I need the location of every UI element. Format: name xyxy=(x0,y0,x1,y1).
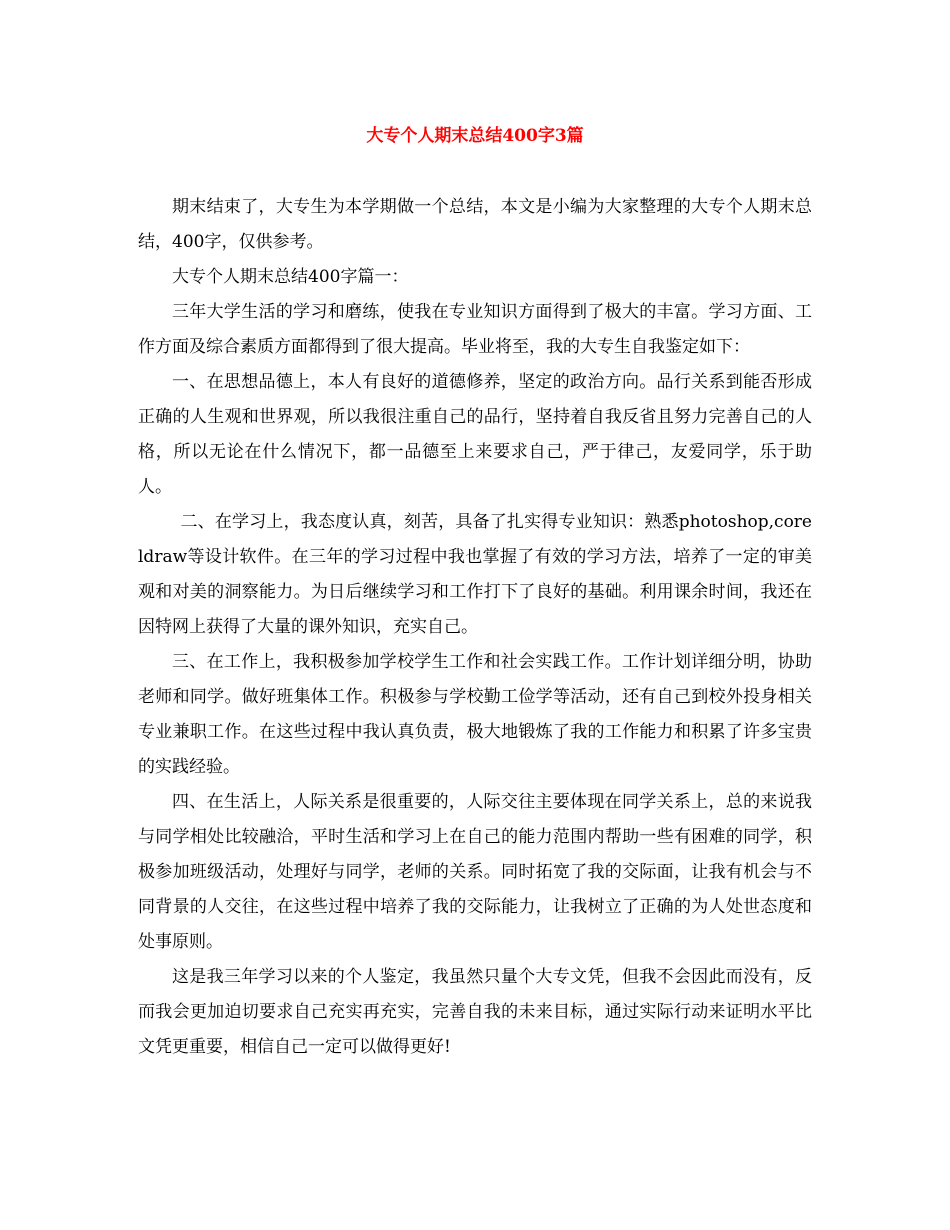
paragraph-study: 二、在学习上，我态度认真，刻苦，具备了扎实得专业知识：熟悉photoshop,coreldraw等设计软件。在三年的学习过程中我也掌握了有效的学习方法，培养了一定的审美观和对美的洞察能力。为日后继续学习和工作打下了良好的基础。利用课余时间，我还在因特网上获得了大量的课外知识，充实自己。 xyxy=(138,512,812,637)
paragraph-work: 三、在工作上，我积极参加学校学生工作和社会实践工作。工作计划详细分明，协助老师和同学。做好班集体工作。积极参与学校勤工俭学等活动，还有自己到校外投身相关专业兼职工作。在这些过程中我认真负责，极大地锻炼了我的工作能力和积累了许多宝贵的实践经验。 xyxy=(138,652,812,777)
paragraph-conclusion: 这是我三年学习以来的个人鉴定，我虽然只量个大专文凭，但我不会因此而没有，反而我会更加迫切要求自己充实再充实，完善自我的未来目标，通过实际行动来证明水平比文凭更重要，相信自己一定可以做得更好! xyxy=(138,967,812,1057)
paragraph-overview: 三年大学生活的学习和磨练，使我在专业知识方面得到了极大的丰富。学习方面、工作方面及综合素质方面都得到了很大提高。毕业将至，我的大专生自我鉴定如下： xyxy=(138,302,812,357)
document-body xyxy=(138,190,812,1065)
paragraph-section-heading: 大专个人期末总结400字篇一： xyxy=(172,267,409,287)
paragraph-life: 四、在生活上，人际关系是很重要的，人际交往主要体现在同学关系上，总的来说我与同学相处比较融洽，平时生活和学习上在自己的能力范围内帮助一些有困难的同学，积极参加班级活动，处理好与同学，老师的关系。同时拓宽了我的交际面，让我有机会与不同背景的人交往，在这些过程中培养了我的交际能力，让我树立了正确的为人处世态度和处事原则。 xyxy=(138,792,812,952)
paragraph-intro: 期末结束了，大专生为本学期做一个总结，本文是小编为大家整理的大专个人期末总结，400字，仅供参考。 xyxy=(138,197,812,252)
document-title: 大专个人期末总结400字3篇 xyxy=(366,126,584,146)
paragraph-moral: 一、在思想品德上，本人有良好的道德修养，坚定的政治方向。品行关系到能否形成正确的人生观和世界观，所以我很注重自己的品行，坚持着自我反省且努力完善自己的人格，所以无论在什么情况下，都一品德至上来要求自己，严于律己，友爱同学，乐于助人。 xyxy=(138,372,812,497)
